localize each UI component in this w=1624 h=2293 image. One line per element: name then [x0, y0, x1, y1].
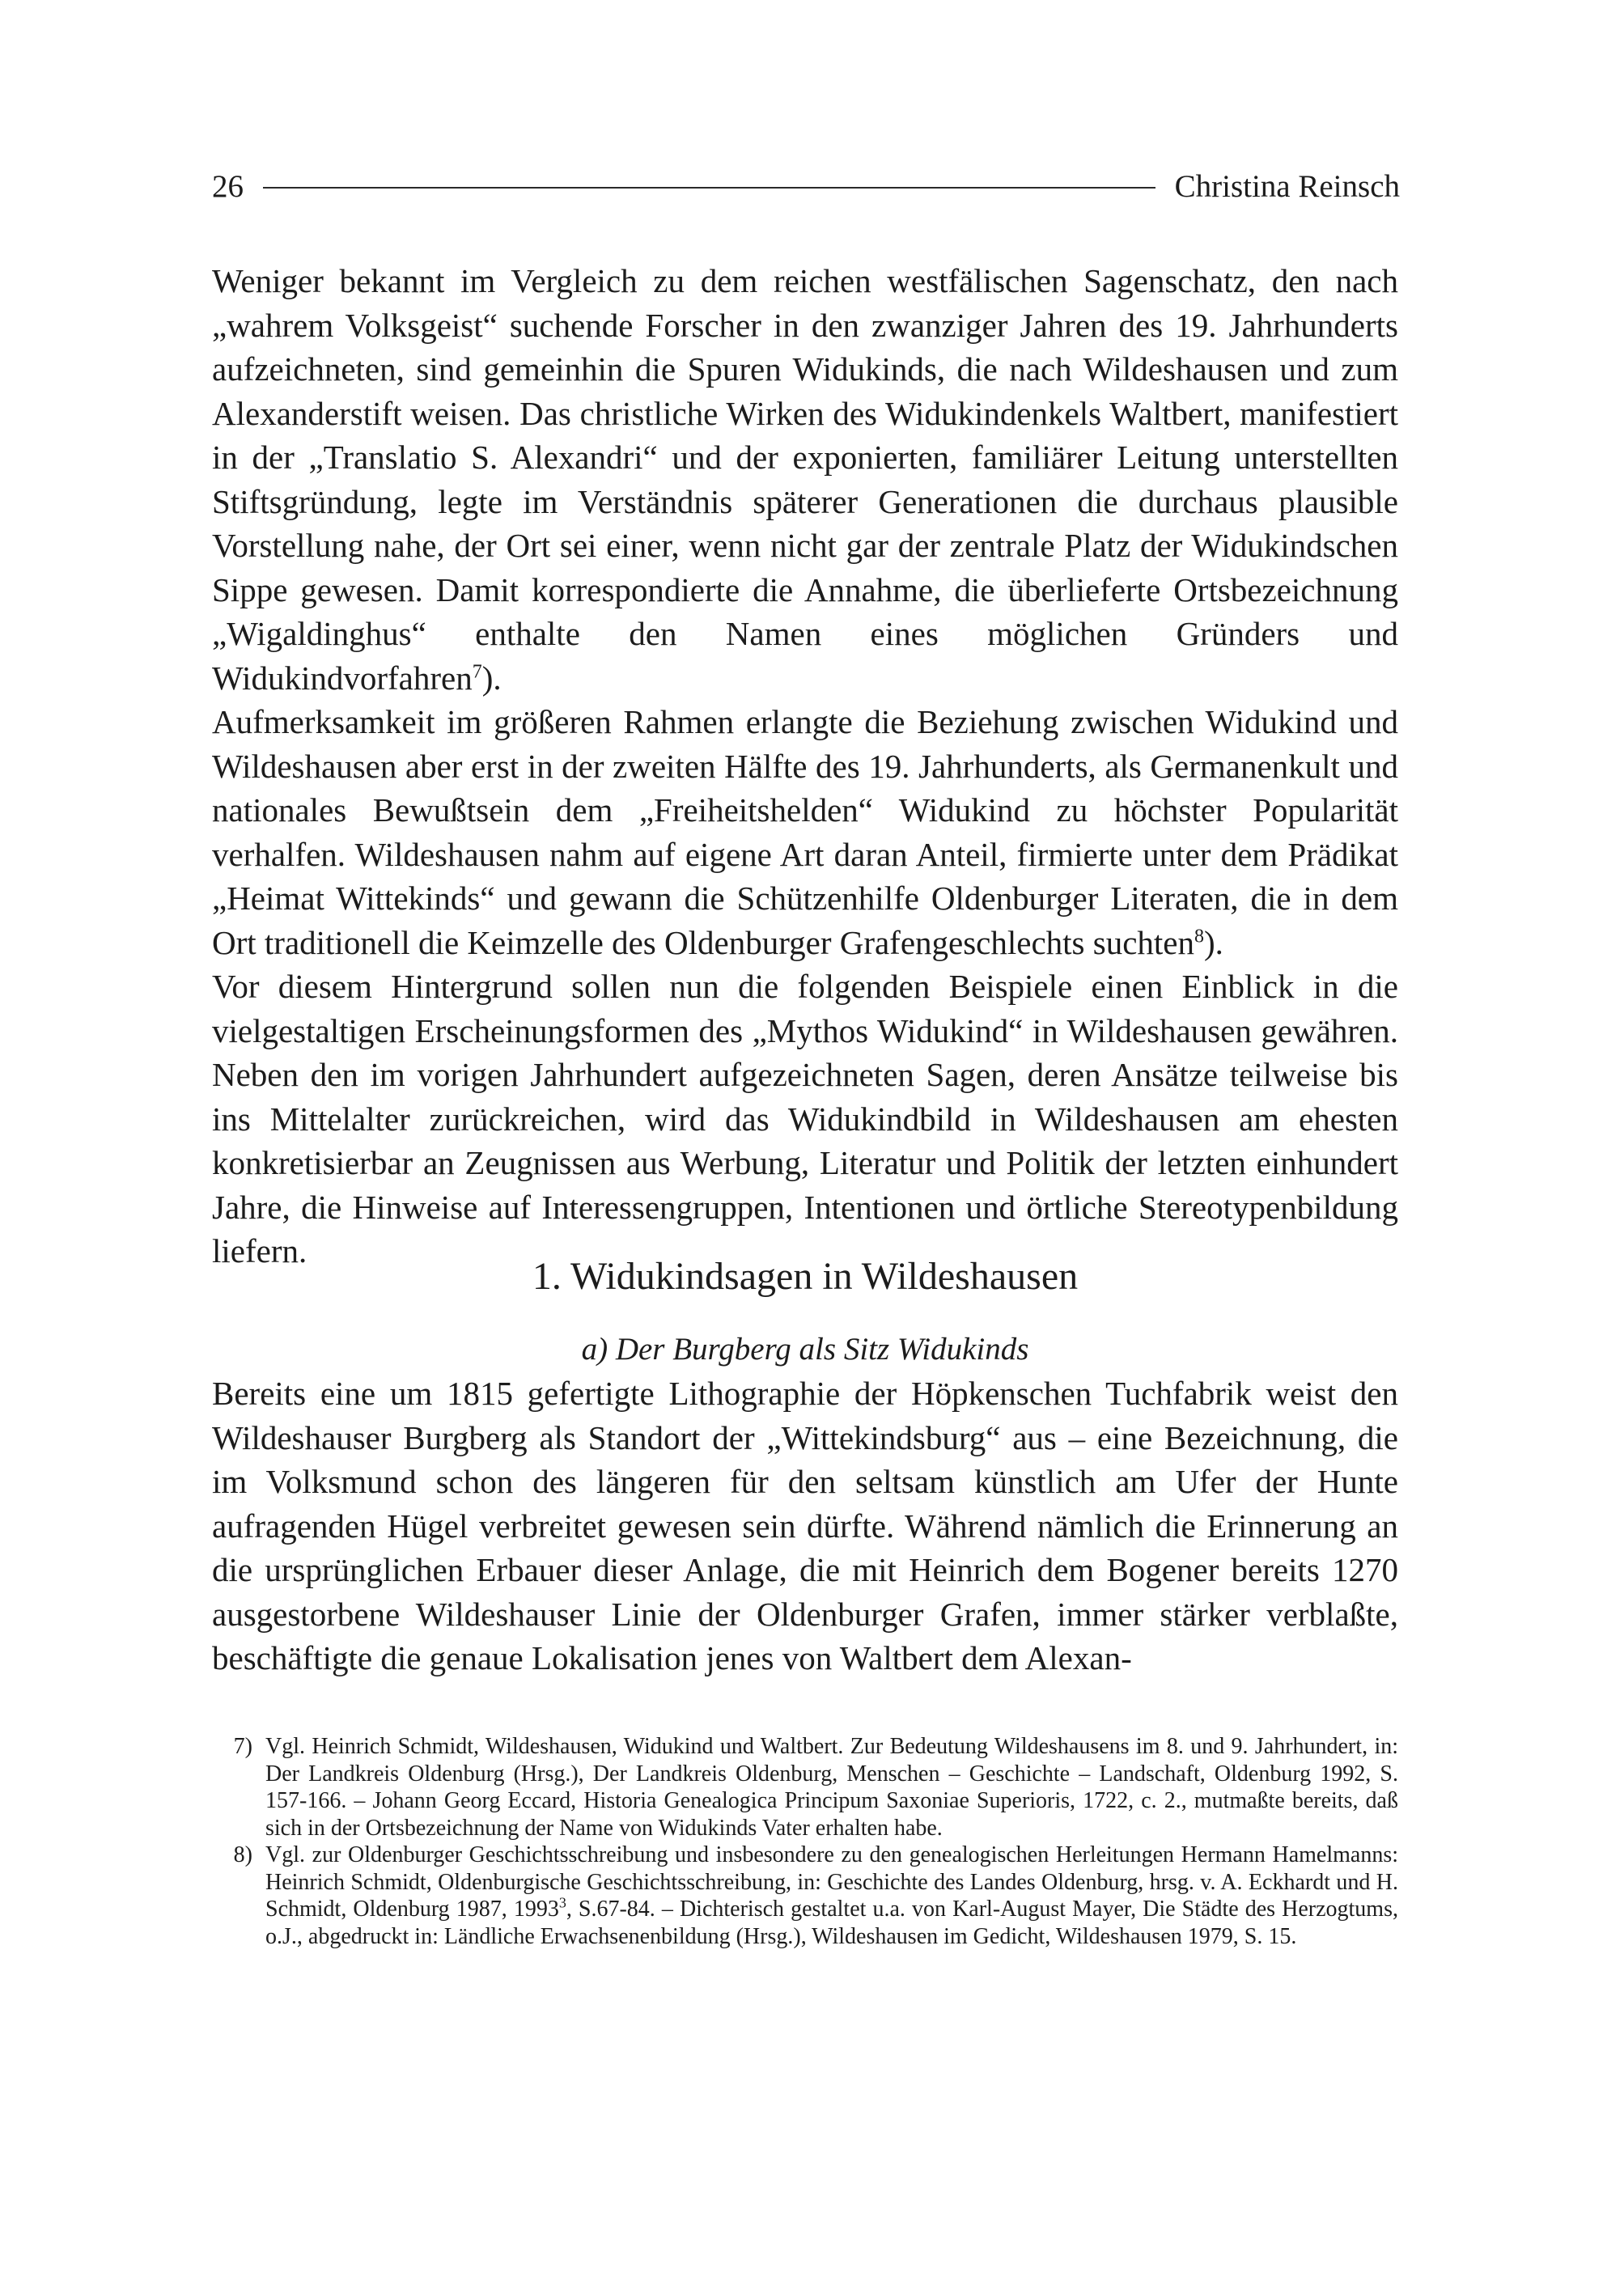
paragraph-2-text: Aufmerksamkeit im größeren Rahmen erlangte die Beziehung zwischen Widukind und Wildeshausen aber erst in der zweiten Hälfte des 19. Jahrhunderts, als Germanenkult und nationales Bewußtsein dem „Freiheitshelden“ Widukind zu höchster Popularität verhalfen. Wildeshausen nahm auf eigene Art daran Anteil, firmierte unter dem Prädikat „Heimat Wittekinds“ und gewann die Schützenhilfe Oldenburger Literaten, die in dem Ort traditionell die Keimzelle des Oldenburger Grafengeschlechts suchten [212, 703, 1398, 961]
footnote-text [265, 1842, 1398, 1950]
page-number: 26 [212, 168, 244, 204]
paragraph-2-tail: ). [1204, 923, 1223, 961]
running-header [212, 162, 1400, 210]
main-text [212, 259, 1398, 1274]
subsection-heading: a) Der Burgberg als Sitz Widukinds [581, 1332, 1029, 1367]
section-paragraph: Bereits eine um 1815 gefertigte Lithographie der Höpkenschen Tuchfabrik weist den Wildeshauser Burgberg als Standort der „Wittekindsburg“ aus – eine Bezeichnung, die im Volksmund schon des längeren für den seltsam künstlich am Ufer der Hunte aufragenden Hügel verbreitet gewesen sein dürfte. Während nämlich die Erinnerung an die ursprünglichen Erbauer dieser Anlage, die mit Heinrich dem Bogener bereits 1270 ausgestorbene Wildeshauser Linie der Oldenburger Grafen, immer stärker verblaßte, beschäftigte die genaue Lokalisation jenes von Waltbert dem Alexan- [212, 1375, 1398, 1676]
paragraph-2 [212, 700, 1398, 964]
footnote-8-body: Vgl. zur Oldenburger Geschichtsschreibung und insbesondere zu den genealogischen Herleitungen Hermann Hamelmanns: Heinrich Schmidt, Oldenburgische Geschichtsschreibung, in: Geschichte des Landes Oldenburg, hrsg. v. A. Eckhardt und H. Schmidt, Oldenburg 1987, 1993 [265, 1842, 1398, 1922]
footnotes [212, 1733, 1398, 1950]
footnote-text [265, 1733, 1398, 1842]
footnote-ref-8[interactable]: 8 [1194, 925, 1205, 947]
paragraph-1-tail: ). [481, 659, 502, 697]
footnote-number: 7) [233, 1734, 252, 1759]
footnote-7 [212, 1733, 1398, 1842]
footnote-8 [212, 1842, 1398, 1950]
header-rule [263, 187, 1155, 189]
footnote-7-body: Vgl. Heinrich Schmidt, Wildeshausen, Widukind und Waltbert. Zur Bedeutung Wildeshausens im 8. und 9. Jahrhundert, in: Der Landkreis Oldenburg (Hrsg.), Der Landkreis Oldenburg, Menschen – Geschichte – Landschaft, Oldenburg 1992, S. 157-166. – Johann Georg Eccard, Historia Genealogica Principum Saxoniae Superioris, 1722, c. 2., mutmaßte bereits, daß sich in der Ortsbezeichnung der Name von Widukinds Vater erhalten habe. [265, 1734, 1398, 1841]
footnote-ref-7[interactable]: 7 [472, 660, 482, 682]
section-heading: 1. Widukindsagen in Wildeshausen [532, 1255, 1079, 1298]
section-text [212, 1371, 1398, 1681]
paragraph-1 [212, 259, 1398, 700]
paragraph-3 [212, 964, 1398, 1274]
footnote-8-tail: , S.67-84. – Dichterisch gestaltet u.a. von Karl-August Mayer, Die Städte des Herzogtums, o.J., abgedruckt in: Ländliche Erwachsenenbildung (Hrsg.), Wildeshausen im Gedicht, Wildeshausen 1979, S. 15. [265, 1897, 1398, 1949]
running-head-author: Christina Reinsch [1174, 168, 1400, 204]
edition-superscript: 3 [558, 1894, 566, 1911]
paragraph-1-text: Weniger bekannt im Vergleich zu dem reichen westfälischen Sagenschatz, den nach „wahrem Volksgeist“ suchende Forscher in den zwanziger Jahren des 19. Jahrhunderts aufzeichneten, sind gemeinhin die Spuren Widukinds, die nach Wildeshausen und zum Alexanderstift weisen. Das christliche Wirken des Widukindenkels Waltbert, manifestiert in der „Translatio S. Alexandri“ und der exponierten, familiärer Leitung unterstellten Stiftsgründung, legte im Verständnis späterer Generationen die durchaus plausible Vorstellung nahe, der Ort sei einer, wenn nicht gar der zentrale Platz der Widukindschen Sippe gewesen. Damit korrespondierte die Annahme, die überlieferte Ortsbezeichnung „Wigaldinghus“ enthalte den Namen eines möglichen Gründers und Widukindvorfahren [212, 262, 1398, 697]
footnote-number: 8) [233, 1842, 252, 1867]
paragraph-3-text: Vor diesem Hintergrund sollen nun die folgenden Beispiele einen Einblick in die vielgestaltigen Erscheinungsformen des „Mythos Widukind“ in Wildeshausen gewähren. Neben den im vorigen Jahrhundert aufgezeichneten Sagen, deren Ansätze teilweise bis ins Mittelalter zurückreichen, wird das Widukindbild in Wildeshausen am ehesten konkretisierbar an Zeugnissen aus Werbung, Literatur und Politik der letzten einhundert Jahre, die Hinweise auf Interessengruppen, Intentionen und örtliche Stereotypenbildung liefern. [212, 968, 1398, 1269]
